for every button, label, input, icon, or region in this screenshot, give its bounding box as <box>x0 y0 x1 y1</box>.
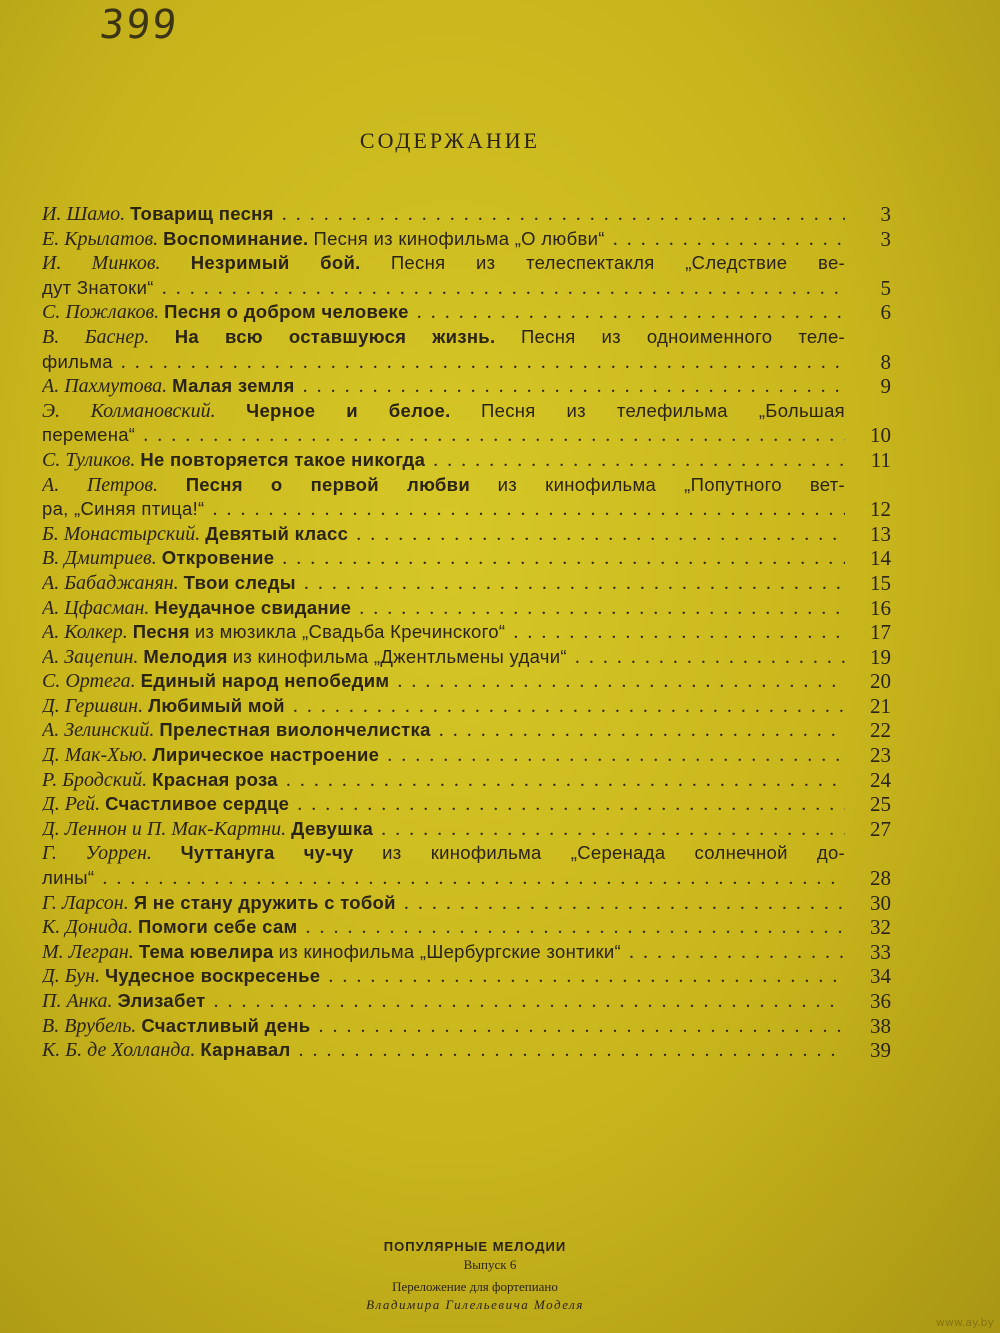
toc-page-number: 13 <box>870 521 891 546</box>
toc-author: В. Дмитриев. <box>42 547 157 570</box>
toc-description: Песня из телеспектакля „Следствие ве- <box>390 252 845 274</box>
toc-page-number: 24 <box>870 767 891 792</box>
leader-dots <box>351 596 845 621</box>
toc-author: Е. Крылатов. <box>42 227 159 250</box>
toc-page-number: 3 <box>880 202 891 226</box>
toc-entry <box>42 374 897 399</box>
toc-author: С. Пожлаков. <box>42 301 160 324</box>
toc-author: И. Шамо. <box>42 203 126 225</box>
leader-dots <box>389 669 845 694</box>
toc-work-title: Песня <box>132 621 190 643</box>
leader-dots <box>296 571 845 596</box>
toc-entry <box>42 989 897 1014</box>
toc-author: К. Донида. <box>42 916 134 939</box>
toc-page-number: 22 <box>870 718 891 743</box>
toc-entry <box>42 694 897 719</box>
toc-entry <box>42 841 897 890</box>
toc-page-number: 6 <box>880 300 891 325</box>
toc-work-title: Девушка <box>291 817 374 839</box>
leader-dots <box>154 276 845 301</box>
toc-work-title: На всю оставшуюся жизнь. <box>174 325 496 347</box>
toc-entry <box>42 817 897 842</box>
toc-author: А. Петров. <box>42 473 159 496</box>
toc-work-title: Счастливый день <box>141 1014 311 1036</box>
series-title: ПОПУЛЯРНЫЕ МЕЛОДИИ <box>383 1239 567 1254</box>
toc-work-title: Красная роза <box>152 768 278 790</box>
leader-dots <box>291 1038 846 1063</box>
toc-description: из кинофильма „Шербургские зонтики“ <box>278 940 622 962</box>
toc-author: И. Минков. <box>42 252 161 275</box>
toc-entry <box>42 300 897 325</box>
toc-work-title: Чуттануга чу-чу <box>180 842 354 864</box>
toc-entry <box>42 792 897 817</box>
toc-description: Песня из телефильма „Большая <box>481 399 845 421</box>
toc-work-title: Лирическое настроение <box>152 744 380 766</box>
leader-dots <box>431 718 845 743</box>
toc-author: С. Ортега. <box>42 670 136 693</box>
toc-work-title: Счастливое сердце <box>105 793 290 815</box>
toc-description-continued: перемена“ <box>42 424 136 446</box>
toc-page-number: 25 <box>870 792 891 817</box>
toc-work-title: Я не стану дружить с тобой <box>133 891 396 913</box>
toc-description-continued: фильма <box>42 350 113 372</box>
toc-page-number: 12 <box>870 497 891 522</box>
toc-work-title: Карнавал <box>200 1039 291 1061</box>
leader-dots <box>278 768 845 793</box>
leader-dots <box>205 989 845 1014</box>
leader-dots <box>274 202 845 227</box>
leader-dots <box>396 891 845 916</box>
toc-page-number: 20 <box>870 669 891 694</box>
toc-author: Р. Бродский. <box>42 768 148 791</box>
table-of-contents <box>42 202 897 1063</box>
toc-entry <box>42 522 897 547</box>
toc-page-number: 34 <box>870 964 891 989</box>
toc-description: Песня из кинофильма „О любви“ <box>313 227 605 249</box>
toc-entry <box>42 891 897 916</box>
toc-entry <box>42 669 897 694</box>
toc-work-title: Незримый бой. <box>190 252 361 274</box>
toc-description-continued: дут Знатоки“ <box>42 276 154 298</box>
toc-entry <box>42 743 897 768</box>
leader-dots <box>409 300 845 325</box>
leader-dots <box>567 645 845 670</box>
toc-work-title: Элизабет <box>117 990 206 1011</box>
toc-page-number: 15 <box>870 570 891 595</box>
leader-dots <box>285 694 845 719</box>
toc-entry <box>42 448 897 473</box>
toc-description-continued: ра, „Синяя птица!“ <box>42 498 205 520</box>
toc-entry <box>42 251 897 300</box>
toc-entry <box>42 473 897 522</box>
leader-dots <box>94 866 845 891</box>
toc-author: В. Врубель. <box>42 1014 137 1037</box>
leader-dots <box>289 792 845 817</box>
toc-page-number: 10 <box>870 423 891 448</box>
leader-dots <box>310 1014 845 1039</box>
toc-page-number: 17 <box>870 620 891 645</box>
toc-work-title: Единый народ непобедим <box>140 670 390 692</box>
toc-entry <box>42 546 897 571</box>
toc-work-title: Чудесное воскресенье <box>105 965 321 987</box>
toc-page-number: 9 <box>880 374 891 399</box>
toc-page-number: 38 <box>870 1013 891 1038</box>
toc-work-title: Товарищ песня <box>130 203 274 224</box>
toc-description: из кинофильма „Джентльмены удачи“ <box>232 645 567 667</box>
toc-page-number: 16 <box>870 595 891 620</box>
toc-page-number: 30 <box>870 890 891 915</box>
toc-author: А. Зацепин. <box>42 645 139 668</box>
toc-work-title: Девятый класс <box>205 522 349 544</box>
toc-work-title: Мелодия <box>143 645 228 667</box>
toc-entry <box>42 1014 897 1039</box>
arranger-name: Владимира Гилельевича Моделя <box>366 1297 584 1312</box>
toc-author: Д. Леннон и П. Мак-Картни. <box>42 817 287 840</box>
toc-entry <box>42 915 897 940</box>
publication-footer <box>0 1238 950 1314</box>
toc-author: Э. Колмановский. <box>42 399 216 422</box>
toc-author: К. Б. де Холланда. <box>42 1039 196 1062</box>
toc-page-number: 19 <box>870 644 891 669</box>
toc-author: М. Легран. <box>42 940 134 963</box>
toc-entry <box>42 718 897 743</box>
toc-entry <box>42 596 897 621</box>
toc-work-title: Любимый мой <box>148 694 285 716</box>
toc-work-title: Прелестная виолончелистка <box>159 719 431 741</box>
toc-page-number: 23 <box>870 743 891 768</box>
toc-author: С. Туликов. <box>42 448 136 471</box>
toc-entry <box>42 325 897 374</box>
toc-author: П. Анка. <box>42 990 113 1012</box>
toc-work-title: Тема ювелира <box>138 940 274 962</box>
leader-dots <box>113 350 845 375</box>
issue-number: Выпуск 6 <box>463 1257 517 1272</box>
leader-dots <box>505 620 845 645</box>
toc-description: Песня из одноименного теле- <box>520 325 845 347</box>
toc-page-number: 39 <box>870 1038 891 1063</box>
watermark: www.ay.by <box>935 1316 994 1329</box>
toc-work-title: Песня о добром человеке <box>164 301 409 323</box>
toc-page-number: 32 <box>870 915 891 940</box>
toc-entry <box>42 571 897 596</box>
toc-author: А. Пахмутова. <box>42 375 168 398</box>
toc-entry <box>42 768 897 793</box>
toc-author: Г. Ларсон. <box>42 891 129 914</box>
toc-work-title: Песня о первой любви <box>185 473 471 495</box>
toc-author: Д. Бун. <box>42 965 101 988</box>
toc-page-number: 8 <box>880 349 891 374</box>
toc-entry <box>42 227 897 252</box>
leader-dots <box>373 817 845 842</box>
toc-page-number: 36 <box>870 989 891 1013</box>
toc-author: А. Цфасман. <box>42 596 150 619</box>
toc-entry <box>42 964 897 989</box>
toc-entry <box>42 940 897 965</box>
toc-author: Б. Монастырский. <box>42 522 201 545</box>
leader-dots <box>135 423 845 448</box>
toc-work-title: Твои следы <box>183 571 296 593</box>
leader-dots <box>425 448 845 473</box>
toc-author: Д. Рей. <box>42 793 101 816</box>
toc-work-title: Откровение <box>161 547 275 569</box>
page-title: СОДЕРЖАНИЕ <box>359 128 541 153</box>
toc-author: Д. Гершвин. <box>42 694 144 717</box>
toc-work-title: Помоги себе сам <box>138 916 298 938</box>
toc-author: Г. Уоррен. <box>42 842 152 865</box>
leader-dots <box>274 546 845 571</box>
toc-page-number: 21 <box>870 693 891 718</box>
toc-description: из мюзикла „Свадьба Кречинского“ <box>194 621 506 643</box>
leader-dots <box>379 743 845 768</box>
toc-work-title: Неудачное свидание <box>154 596 352 618</box>
toc-entry <box>42 645 897 670</box>
toc-entry <box>42 202 897 227</box>
toc-page-number: 11 <box>870 447 891 472</box>
toc-entry <box>42 399 897 448</box>
toc-work-title: Воспоминание. <box>163 227 309 249</box>
toc-entry <box>42 620 897 645</box>
toc-page-number: 3 <box>880 226 891 251</box>
toc-page-number: 27 <box>870 816 891 841</box>
toc-work-title: Черное и белое. <box>246 399 451 421</box>
toc-description: из кинофильма „Серенада солнечной до- <box>382 842 845 864</box>
leader-dots <box>621 940 845 965</box>
toc-page-number: 5 <box>880 275 891 300</box>
leader-dots <box>205 497 845 522</box>
toc-description: из кинофильма „Попутного вет- <box>497 473 845 495</box>
toc-author: В. Баснер. <box>42 325 150 348</box>
handwritten-note: 399 <box>97 2 181 48</box>
toc-author: А. Зелинский. <box>42 719 155 742</box>
leader-dots <box>295 374 845 399</box>
toc-description-continued: лины“ <box>42 867 95 889</box>
toc-page-number: 33 <box>870 939 891 964</box>
leader-dots <box>320 964 845 989</box>
leader-dots <box>348 522 845 547</box>
toc-page-number: 28 <box>870 866 891 891</box>
leader-dots <box>298 915 845 940</box>
toc-author: А. Бабаджанян. <box>42 571 179 594</box>
leader-dots <box>605 227 845 252</box>
arrangement-note: Переложение для фортепиано <box>392 1279 558 1294</box>
toc-work-title: Малая земля <box>172 375 295 397</box>
toc-entry <box>42 1038 897 1063</box>
toc-work-title: Не повторяется такое никогда <box>140 448 426 470</box>
toc-author: А. Колкер. <box>42 621 128 644</box>
toc-author: Д. Мак-Хью. <box>42 744 148 767</box>
toc-page-number: 14 <box>870 546 891 571</box>
